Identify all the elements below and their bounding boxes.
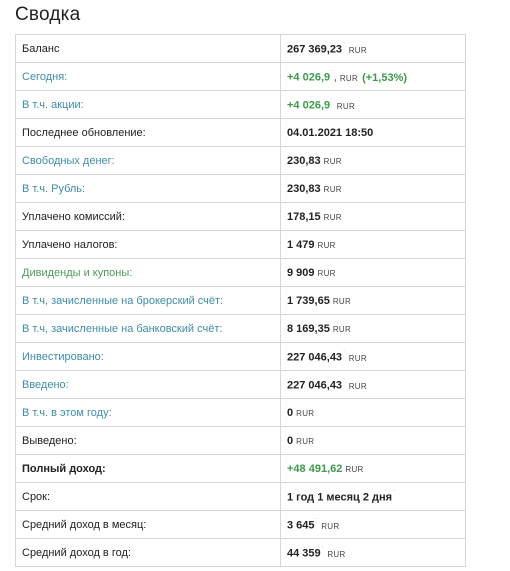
- info-mark-icon[interactable]: ˙: [343, 349, 346, 359]
- row-value: +48 491,62: [287, 462, 343, 475]
- info-mark-icon[interactable]: ˙: [343, 41, 346, 51]
- table-row: [16, 343, 466, 371]
- row-value: 230,83: [287, 182, 321, 195]
- row-value-cell: [281, 147, 466, 175]
- currency-label: RUR: [296, 408, 315, 418]
- row-label: Полный доход:: [16, 455, 281, 483]
- row-value: 230,83: [287, 154, 321, 167]
- row-value-cell: [281, 511, 466, 539]
- currency-label: RUR: [348, 353, 367, 363]
- table-row: [16, 315, 466, 343]
- row-value: 9 909: [287, 266, 315, 279]
- summary-table-body: [16, 35, 466, 567]
- summary-table: [15, 34, 466, 567]
- row-value-cell: [281, 119, 466, 147]
- table-row: [16, 371, 466, 399]
- row-label[interactable]: Дивиденды и купоны:: [16, 259, 281, 287]
- row-value-cell: [281, 455, 466, 483]
- info-mark-icon[interactable]: ˙: [321, 545, 325, 555]
- row-value-cell: [281, 91, 466, 119]
- row-value: +4 026,9: [287, 99, 331, 112]
- table-row: [16, 427, 466, 455]
- row-label[interactable]: В т.ч. акции:: [16, 91, 281, 119]
- row-value: 04.01.2021 18:50: [287, 126, 374, 139]
- currency-label: RUR: [317, 268, 336, 278]
- row-value-cell: [281, 287, 466, 315]
- row-value-cell: [281, 35, 466, 63]
- info-mark-icon[interactable]: ˙: [315, 517, 319, 527]
- row-label[interactable]: В т.ч. Рубль:: [16, 175, 281, 203]
- table-row: [16, 539, 466, 567]
- table-row: [16, 455, 466, 483]
- currency-label: RUR: [327, 549, 346, 559]
- row-value: +4 026,9: [287, 71, 331, 84]
- row-label: Средний доход в месяц:: [16, 511, 281, 539]
- row-label[interactable]: Инвестировано:: [16, 343, 281, 371]
- table-row: [16, 119, 466, 147]
- row-value: 227 046,43: [287, 379, 343, 392]
- row-value: 267 369,23: [287, 43, 343, 56]
- row-value: 0: [287, 406, 294, 419]
- table-row: [16, 175, 466, 203]
- currency-label: RUR: [348, 381, 367, 391]
- row-label[interactable]: Сегодня:: [16, 63, 281, 91]
- row-value-cell: [281, 175, 466, 203]
- row-value-cell: [281, 315, 466, 343]
- row-label: Срок:: [16, 483, 281, 511]
- row-value-cell: [281, 231, 466, 259]
- currency-label: RUR: [323, 184, 342, 194]
- table-row: [16, 399, 466, 427]
- table-row: [16, 231, 466, 259]
- table-row: [16, 147, 466, 175]
- info-mark-icon[interactable]: ˙: [331, 69, 334, 79]
- currency-label: RUR: [323, 156, 342, 166]
- row-label: Последнее обновление:: [16, 119, 281, 147]
- row-value-cell: [281, 483, 466, 511]
- row-label[interactable]: Свободных денег:: [16, 147, 281, 175]
- row-label: Выведено:: [16, 427, 281, 455]
- currency-label: RUR: [332, 324, 352, 334]
- percent-change: (+1,53%): [362, 71, 408, 84]
- comma-separator: ,: [333, 71, 337, 84]
- currency-label: RUR: [321, 521, 340, 531]
- row-value-cell: [281, 343, 466, 371]
- row-label[interactable]: В т.ч, зачисленные на брокерский счёт:: [16, 287, 281, 315]
- row-label[interactable]: Введено:: [16, 371, 281, 399]
- row-value-cell: [281, 259, 466, 287]
- row-value: 0: [287, 434, 294, 447]
- currency-label: RUR: [332, 296, 352, 306]
- currency-label: RUR: [345, 464, 364, 474]
- currency-label: RUR: [323, 212, 342, 222]
- table-row: [16, 483, 466, 511]
- page-title: Сводка: [15, 4, 81, 25]
- row-value-cell: [281, 371, 466, 399]
- row-label[interactable]: В т.ч, зачисленные на банковский счёт:: [16, 315, 281, 343]
- row-label: Средний доход в год:: [16, 539, 281, 567]
- currency-label: RUR: [348, 45, 367, 55]
- table-row: [16, 91, 466, 119]
- table-row: [16, 35, 466, 63]
- row-value: 8 169,35: [287, 322, 330, 335]
- row-value-cell: [281, 399, 466, 427]
- table-row: [16, 287, 466, 315]
- info-mark-icon[interactable]: ˙: [331, 97, 334, 107]
- row-label: Баланс: [16, 35, 281, 63]
- table-row: [16, 259, 466, 287]
- row-value-cell: [281, 63, 466, 91]
- row-label[interactable]: В т.ч. в этом году:: [16, 399, 281, 427]
- currency-label: RUR: [339, 73, 359, 83]
- info-mark-icon[interactable]: ˙: [393, 489, 396, 499]
- row-value: 227 046,43: [287, 351, 343, 364]
- row-value: 178,15: [287, 210, 321, 223]
- row-value: 1 год 1 месяц 2 дня: [287, 491, 393, 504]
- row-label: Уплачено налогов:: [16, 231, 281, 259]
- row-value-cell: [281, 539, 466, 567]
- row-label: Уплачено комиссий:: [16, 203, 281, 231]
- currency-label: RUR: [296, 436, 315, 446]
- table-row: [16, 63, 466, 91]
- row-value: 1 739,65: [287, 294, 330, 307]
- row-value: 3 645: [287, 519, 315, 532]
- row-value-cell: [281, 427, 466, 455]
- table-row: [16, 203, 466, 231]
- row-value: 1 479: [287, 238, 315, 251]
- currency-label: RUR: [336, 101, 356, 111]
- currency-label: RUR: [317, 240, 336, 250]
- row-value: 44 359: [287, 547, 321, 560]
- table-row: [16, 511, 466, 539]
- info-mark-icon[interactable]: ˙: [343, 377, 346, 387]
- row-value-cell: [281, 203, 466, 231]
